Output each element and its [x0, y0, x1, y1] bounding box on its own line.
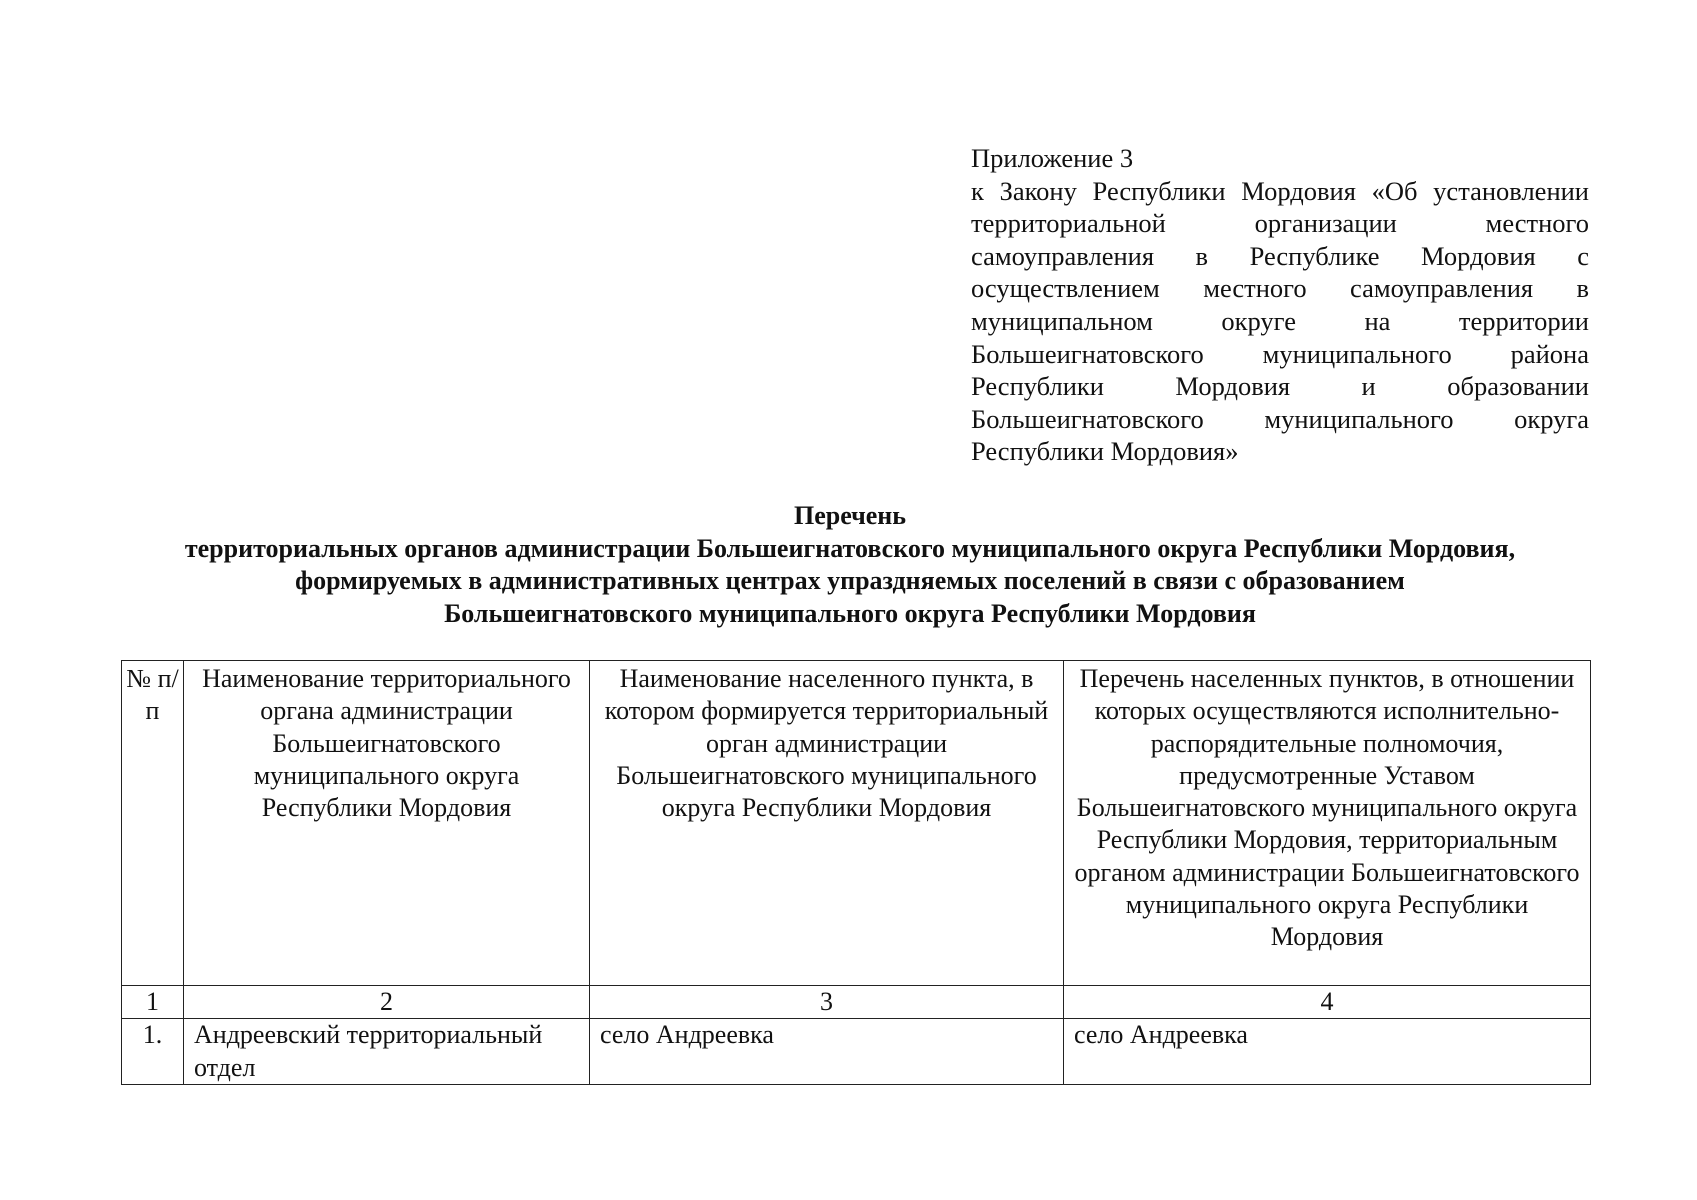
table-header-row: [122, 661, 1591, 986]
heading-line-2: территориальных органов администрации Большеигнатовского муниципального округа Республики Мордовия,: [184, 533, 1516, 563]
header-number: № п/п: [122, 661, 184, 986]
document-heading: [100, 500, 1600, 630]
header-settlements-list: Перечень населенных пунктов, в отношении которых осуществляются исполнительно-распорядительные полномочия, предусмотренные Уставом Большеигнатовского муниципального округа Республики Мордовия, территориальным органом администрации Большеигнатовского муниципального округа Республики Мордовия: [1064, 661, 1591, 986]
annex-text: к Закону Республики Мордовия «Об установлении территориальной организации местного самоуправления в Республике Мордовия с осуществлением местного самоуправления в муниципальном округе на территории Большеигнатовского муниципального района Республики Мордовия и образовании Большеигнатовского муниципального округа Республики Мордовия»: [971, 175, 1589, 467]
annex-block: [971, 142, 1589, 468]
row-settlement: село Андреевка: [590, 1019, 1064, 1085]
column-number: 2: [184, 986, 590, 1019]
heading-line-4: Большеигнатовского муниципального округа Республики Мордовия: [444, 598, 1256, 628]
row-body-name: Андреевский территориальный отдел: [184, 1019, 590, 1085]
header-body-name: Наименование территориального органа администрации Большеигнатовского муниципального округа Республики Мордовия: [184, 661, 590, 986]
row-settlements-list: село Андреевка: [1064, 1019, 1591, 1085]
heading-line-3: формируемых в административных центрах упраздняемых поселений в связи с образованием: [295, 566, 1405, 595]
column-number: 4: [1064, 986, 1591, 1019]
annex-title: Приложение 3: [971, 143, 1134, 173]
row-number: 1.: [122, 1019, 184, 1085]
heading-title: Перечень: [793, 501, 907, 530]
territorial-bodies-table: [121, 660, 1591, 1085]
table-row: [122, 1019, 1591, 1085]
column-number: 3: [590, 986, 1064, 1019]
column-number: 1: [122, 986, 184, 1019]
header-settlement-name: Наименование населенного пункта, в котором формируется территориальный орган администрации Большеигнатовского муниципального округа Республики Мордовия: [590, 661, 1064, 986]
column-number-row: [122, 986, 1591, 1019]
